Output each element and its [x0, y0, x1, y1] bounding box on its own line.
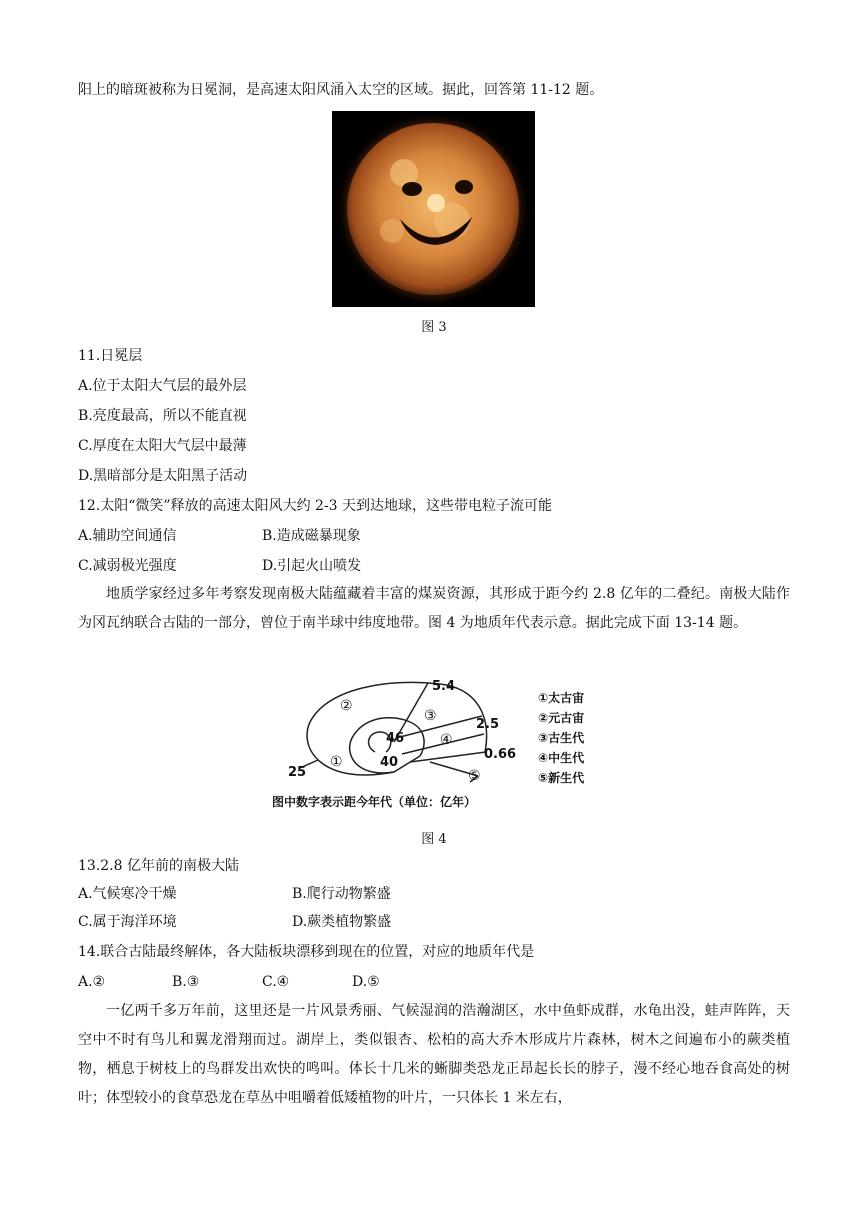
sun-image — [332, 111, 535, 307]
question-12-option-b: B.造成磁暴现象 — [262, 528, 361, 544]
fig4-number-0-66: 0.66 — [484, 747, 517, 762]
question-14-option-b: B.③ — [172, 974, 200, 990]
figure-3-caption: 图 3 — [421, 320, 447, 335]
fig4-legend-3: ③古生代 — [538, 731, 585, 745]
fig4-legend-2: ②元古宙 — [538, 711, 585, 725]
question-13-option-d: D.蕨类植物繁盛 — [292, 914, 392, 930]
question-12-option-d: D.引起火山喷发 — [262, 558, 362, 574]
fig4-legend-5: ⑤新生代 — [538, 771, 585, 785]
geologic-time-spiral-figure — [270, 676, 600, 814]
intro-tail-text: 阳上的暗斑被称为日冕洞，是高速太阳风涌入太空的区域。据此，回答第 11-12 题。 — [78, 82, 604, 98]
fig4-unit-note: 图中数字表示距今年代（单位：亿年） — [272, 795, 477, 809]
spiral-diagram — [270, 676, 600, 810]
question-13-stem: 13.2.8 亿年前的南极大陆 — [78, 858, 239, 874]
fig4-number-2-5: 2.5 — [476, 717, 500, 732]
fig4-number-40: 40 — [380, 755, 399, 770]
question-14-option-c: C.④ — [262, 974, 290, 990]
question-12-option-a: A.辅助空间通信 — [78, 528, 177, 544]
question-13-option-c: C.属于海洋环境 — [78, 914, 177, 930]
passage-antarctica: 地质学家经过多年考察发现南极大陆蕴藏着丰富的煤炭资源，其形成于距今约 2.8 亿年的二叠纪。南极大陆作为冈瓦纳联合古陆的一部分，曾位于南半球中纬度地带。图 4 为地质年代表示意。据此完成下面 13-14 题。 — [78, 586, 790, 631]
fig4-legend-1: ①太古宙 — [538, 691, 585, 705]
fig4-label-4: ④ — [440, 732, 453, 748]
fig4-label-5: ⑤ — [468, 768, 481, 784]
fig4-label-2: ② — [340, 698, 353, 714]
question-11-option-a: A.位于太阳大气层的最外层 — [78, 378, 247, 394]
question-11-option-b: B.亮度最高，所以不能直视 — [78, 408, 247, 424]
question-14-stem: 14.联合古陆最终解体，各大陆板块漂移到现在的位置，对应的地质年代是 — [78, 944, 535, 960]
question-14-option-a: A.② — [78, 974, 106, 990]
question-12-stem: 12.太阳“微笑”释放的高速太阳风大约 2-3 天到达地球，这些带电粒子流可能 — [78, 498, 553, 514]
question-12-option-c: C.减弱极光强度 — [78, 558, 177, 574]
question-14-option-d: D.⑤ — [352, 974, 380, 990]
question-11-option-d: D.黑暗部分是太阳黑子活动 — [78, 468, 248, 484]
sun-graphic — [332, 111, 535, 307]
fig4-legend-4: ④中生代 — [538, 751, 585, 765]
passage-dinosaur-lake: 一亿两千多万年前，这里还是一片风景秀丽、气候湿润的浩瀚湖区，水中鱼虾成群，水龟出没，蛙声阵阵，天空中不时有鸟儿和翼龙滑翔而过。湖岸上，类似银杏、松柏的高大乔木形成片片森林，树木之间遍布小的蕨类植物，栖息于树枝上的鸟群发出欢快的鸣叫。体长十几米的蜥脚类恐龙正昂起长长的脖子，漫不经心地吞食高处的树叶；体型较小的食草恐龙在草丛中咀嚼着低矮植物的叶片，一只体长 1 米左右， — [78, 1003, 790, 1106]
question-13-option-b: B.爬行动物繁盛 — [292, 886, 391, 902]
figure-4-caption: 图 4 — [421, 832, 447, 847]
fig4-number-46: 46 — [386, 731, 405, 746]
question-11-stem: 11.日冕层 — [78, 348, 143, 364]
question-11-option-c: C.厚度在太阳大气层中最薄 — [78, 438, 247, 454]
question-13-option-a: A.气候寒冷干燥 — [78, 886, 177, 902]
fig4-number-25: 25 — [288, 765, 307, 780]
fig4-number-5-4: 5.4 — [432, 679, 456, 694]
fig4-label-3: ③ — [424, 708, 437, 724]
fig4-label-1: ① — [330, 754, 343, 770]
